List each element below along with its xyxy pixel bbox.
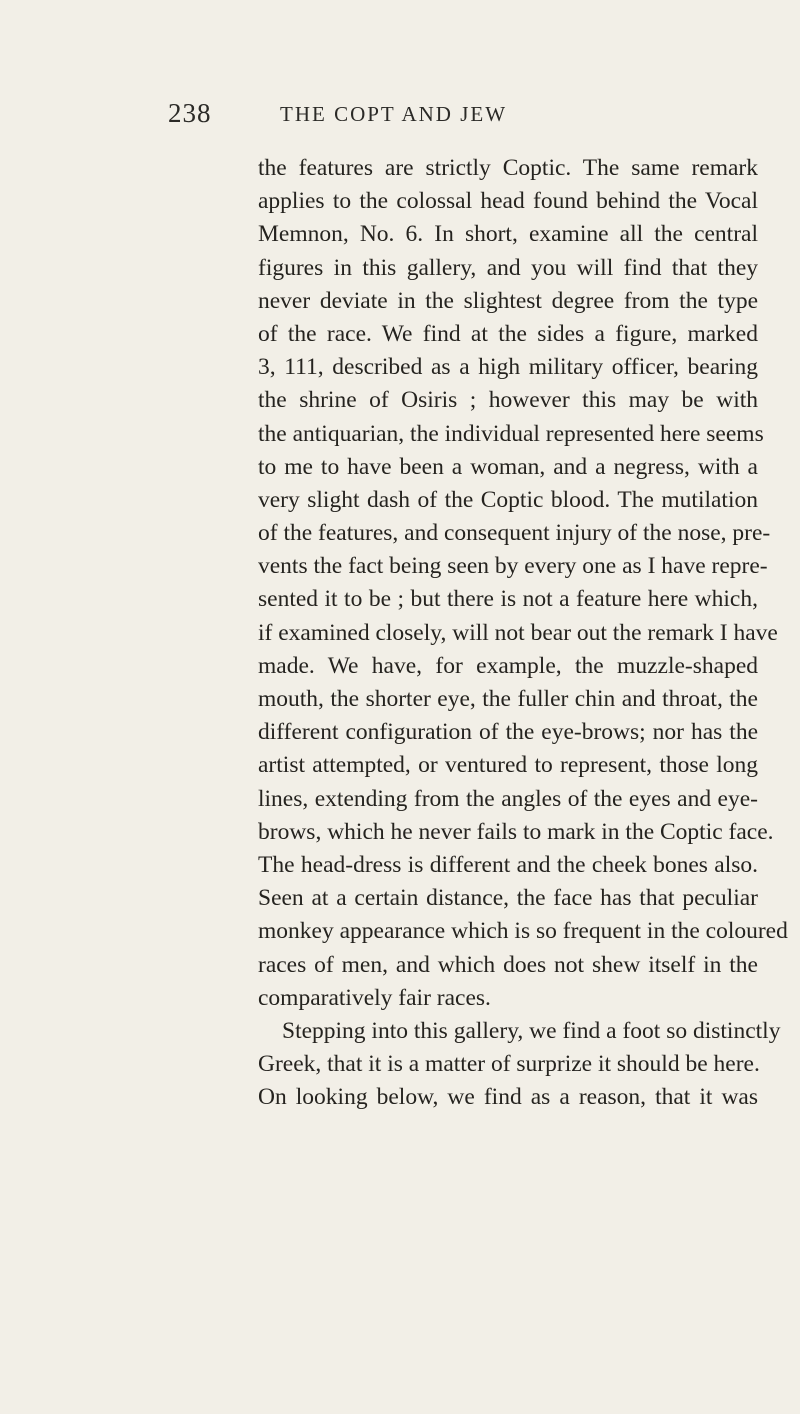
text-line: the shrine of Osiris ; however this may be with [258, 387, 758, 414]
text-line: different configuration of the eye-brows; nor has the [258, 719, 758, 746]
text-line: lines, extending from the angles of the eyes and eye- [258, 785, 758, 812]
body-text [258, 152, 788, 1114]
text-line: monkey appearance which is so frequent in the coloured [258, 918, 788, 945]
text-line: made. We have, for example, the muzzle-shaped [258, 652, 758, 679]
text-line: never deviate in the slightest degree from the type [258, 287, 758, 314]
text-line: Seen at a certain distance, the face has that peculiar [258, 885, 758, 912]
text-line: races of men, and which does not shew itself in the [258, 951, 758, 978]
text-line: Greek, that it is a matter of surprize it should be here. [258, 1051, 760, 1078]
text-line: if examined closely, will not bear out the remark I have [258, 619, 778, 646]
text-line: Memnon, No. 6. In short, examine all the central [258, 221, 758, 248]
page-header [0, 96, 800, 136]
text-line: mouth, the shorter eye, the fuller chin and throat, the [258, 686, 758, 712]
page-number: 238 [168, 98, 212, 128]
text-line: to me to have been a woman, and a negress, with a [258, 453, 758, 480]
text-line: of the features, and consequent injury of the nose, pre- [258, 520, 771, 547]
text-line: brows, which he never fails to mark in the Coptic face. [258, 818, 774, 845]
text-line: very slight dash of the Coptic blood. The mutilation [258, 486, 758, 513]
text-line: of the race. We find at the sides a figure, marked [258, 320, 758, 347]
text-line: applies to the colossal head found behind the Vocal [258, 188, 758, 215]
text-line: comparatively fair races. [258, 984, 491, 1011]
text-line: figures in this gallery, and you will find that they [258, 254, 758, 281]
text-line: vents the fact being seen by every one as I have repre- [258, 553, 768, 580]
text-line: 3, 111, described as a high military officer, bearing [258, 354, 758, 381]
text-line: the antiquarian, the individual represented here seems [258, 420, 764, 447]
text-line: On looking below, we find as a reason, that it was [258, 1084, 758, 1111]
text-line: the features are strictly Coptic. The same remark [258, 155, 758, 181]
text-line: artist attempted, or ventured to represent, those long [258, 752, 758, 779]
text-line: sented it to be ; but there is not a feature here which, [258, 586, 758, 613]
text-line: The head-dress is different and the cheek bones also. [258, 851, 758, 878]
text-line: Stepping into this gallery, we find a foot so distinctly [282, 1017, 781, 1044]
running-head: THE COPT AND JEW [280, 102, 508, 126]
